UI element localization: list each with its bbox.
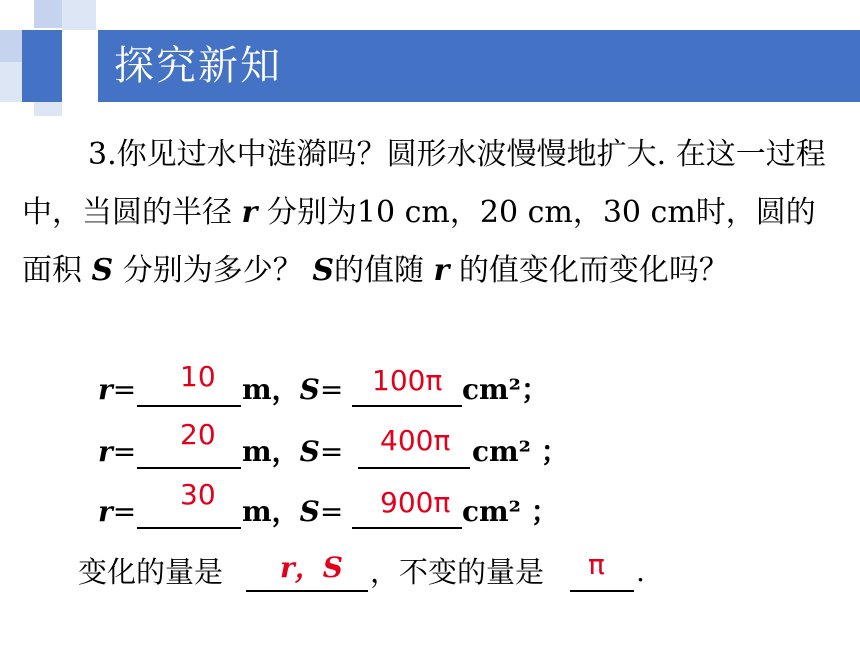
answer-blank bbox=[352, 527, 462, 529]
unit: m， bbox=[242, 495, 300, 528]
answer-blank bbox=[137, 405, 241, 407]
var-S: S bbox=[312, 253, 334, 288]
answer-changing: r，S bbox=[280, 551, 343, 584]
page-title: 探究新知 bbox=[114, 43, 282, 89]
equals: = bbox=[112, 495, 137, 528]
decor-square bbox=[34, 102, 62, 116]
S-label: S bbox=[299, 495, 320, 528]
equals: = bbox=[319, 495, 344, 528]
r-label: r bbox=[98, 373, 113, 406]
answer-r: 30 bbox=[180, 478, 216, 511]
question-text: 你见过水中涟漪吗？圆形水波慢慢地扩大. 在这一过程中，当圆的半径 bbox=[22, 137, 826, 230]
question-text: 分别为多少？ bbox=[122, 253, 303, 288]
answer-fixed: π bbox=[588, 548, 605, 581]
answer-blank bbox=[570, 590, 634, 592]
banner-gap bbox=[62, 30, 98, 102]
question-text: 的值随 bbox=[333, 253, 424, 288]
unit-S: cm² ； bbox=[472, 435, 569, 468]
r-label: r bbox=[98, 435, 113, 468]
equals: = bbox=[319, 435, 344, 468]
conclusion-label: ，不变的量是 bbox=[370, 555, 545, 589]
unit-S: cm² ； bbox=[462, 495, 559, 528]
question-number: 3. bbox=[88, 137, 117, 172]
answer-r: 10 bbox=[180, 360, 216, 393]
equals: = bbox=[112, 435, 137, 468]
answer-row bbox=[98, 430, 136, 474]
decor-square bbox=[0, 30, 22, 62]
var-r: r bbox=[241, 195, 258, 230]
answer-S: 400π bbox=[380, 424, 451, 457]
r-label: r bbox=[98, 495, 113, 528]
answer-r: 20 bbox=[180, 418, 216, 451]
equals: = bbox=[112, 373, 137, 406]
unit: m， bbox=[242, 373, 300, 406]
answer-row bbox=[242, 430, 343, 474]
equals: = bbox=[319, 373, 344, 406]
S-label: S bbox=[299, 373, 320, 406]
question-paragraph bbox=[22, 126, 842, 300]
answer-row bbox=[242, 368, 343, 412]
answer-S: 900π bbox=[380, 486, 451, 519]
question-text: 分别为10 cm，20 cm，30 cm时，圆的面积 bbox=[22, 195, 816, 288]
question-text: 的值变化而变化吗？ bbox=[458, 253, 729, 288]
answer-blank bbox=[352, 405, 462, 407]
decor-square bbox=[62, 0, 96, 30]
var-S: S bbox=[91, 253, 114, 288]
conclusion-label: 变化的量是 bbox=[78, 555, 224, 589]
unit: m， bbox=[242, 435, 300, 468]
answer-blank bbox=[137, 527, 241, 529]
answer-row bbox=[98, 490, 136, 534]
answer-blank bbox=[246, 590, 368, 592]
period: . bbox=[636, 555, 645, 588]
decor-square bbox=[0, 62, 22, 102]
answer-row bbox=[242, 490, 343, 534]
answer-S: 100π bbox=[372, 364, 443, 397]
answer-row bbox=[98, 368, 136, 412]
decor-square bbox=[34, 0, 62, 28]
S-label: S bbox=[299, 435, 320, 468]
answer-blank bbox=[137, 467, 241, 469]
unit-S: cm²； bbox=[462, 373, 549, 406]
answer-blank bbox=[358, 467, 470, 469]
var-r: r bbox=[433, 253, 450, 288]
